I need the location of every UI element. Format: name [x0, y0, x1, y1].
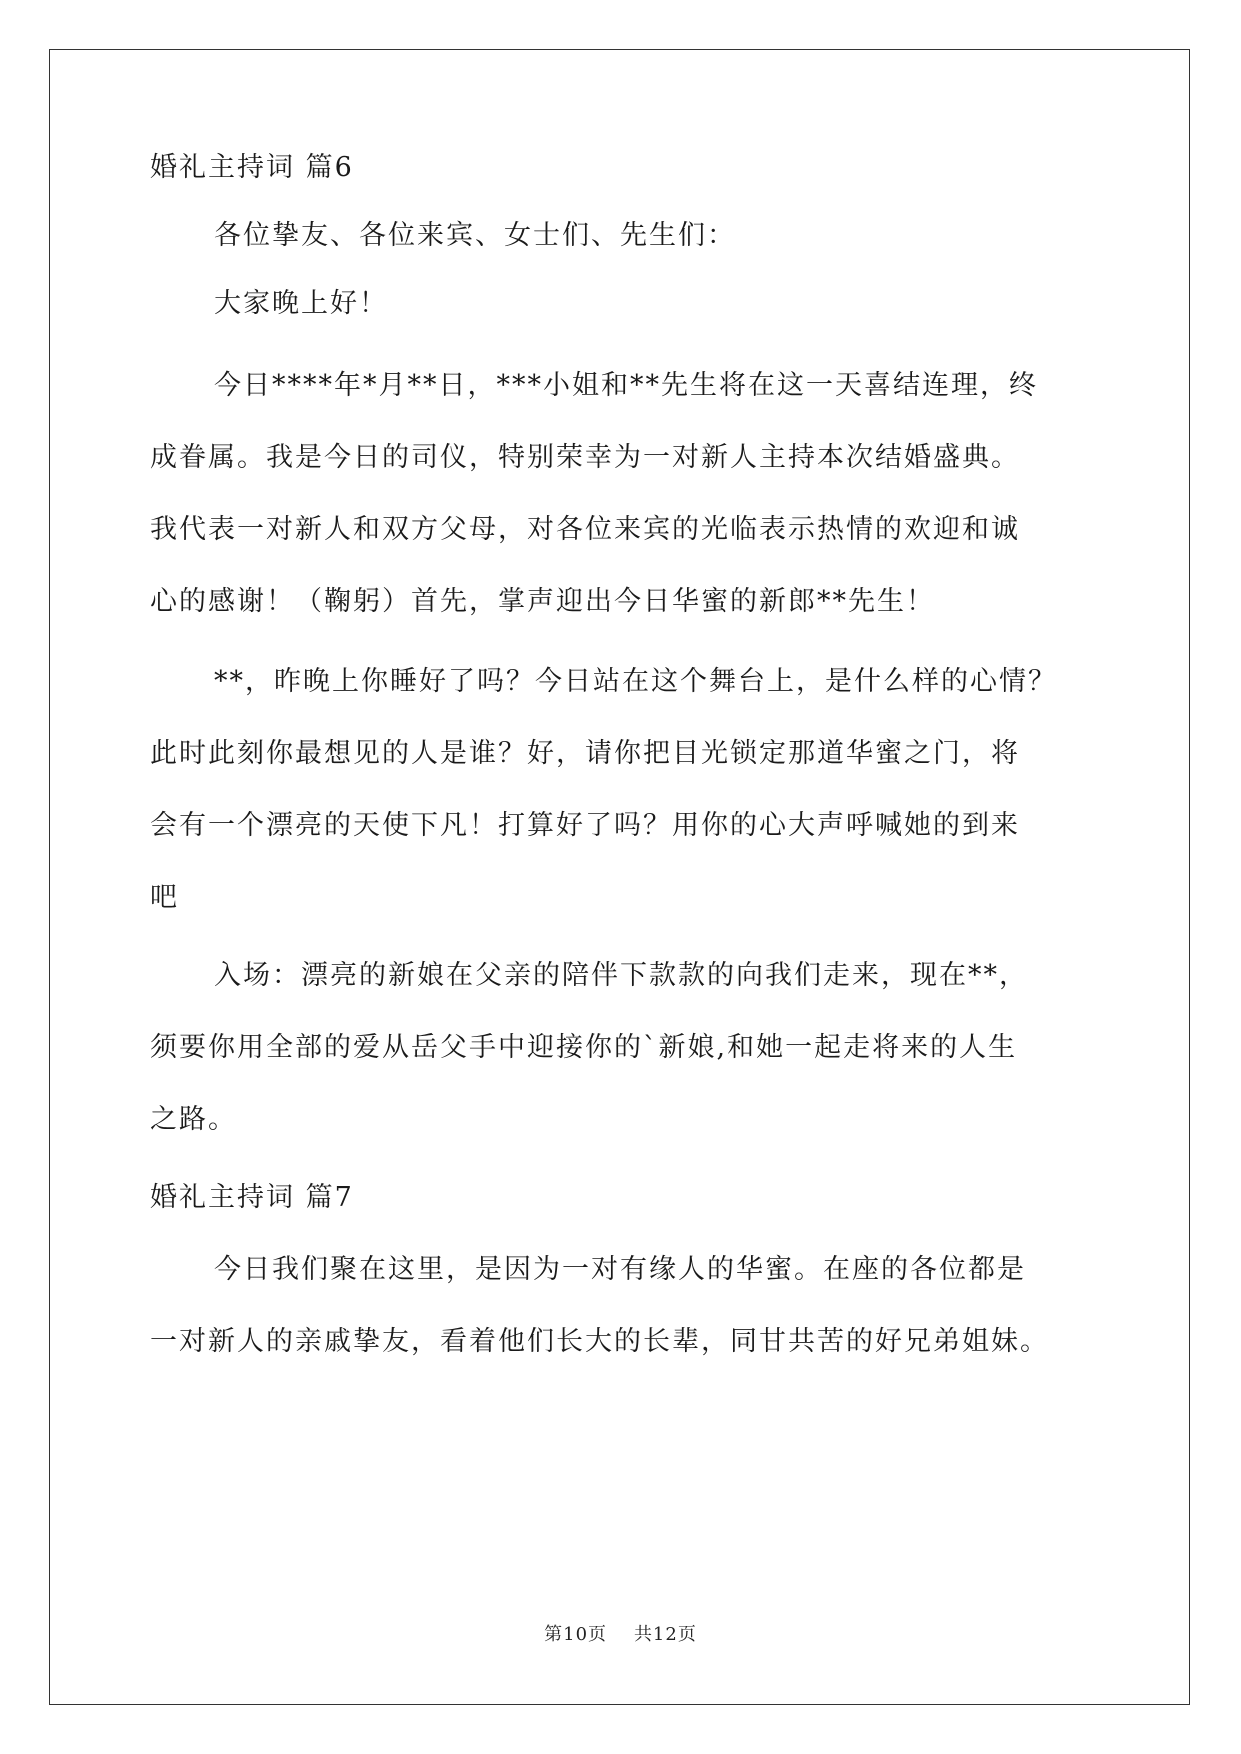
paragraph-line: 成眷属。我是今日的司仪，特别荣幸为一对新人主持本次结婚盛典。 [150, 442, 1020, 473]
page-footer [0, 1620, 1241, 1646]
paragraph-line: 大家晚上好！ [214, 288, 388, 319]
paragraph-line: 今日我们聚在这里，是因为一对有缘人的华蜜。在座的各位都是 [214, 1254, 1026, 1285]
page-number: 第10页 [544, 1624, 608, 1645]
section-heading: 婚礼主持词 篇7 [150, 1182, 354, 1213]
paragraph-line: 各位挚友、各位来宾、女士们、先生们： [214, 220, 736, 251]
section-heading: 婚礼主持词 篇6 [150, 152, 354, 183]
paragraph-line: 我代表一对新人和双方父母，对各位来宾的光临表示热情的欢迎和诚 [150, 514, 1020, 545]
paragraph-line: 会有一个漂亮的天使下凡！打算好了吗？用你的心大声呼喊她的到来 [150, 810, 1020, 841]
paragraph-line: 此时此刻你最想见的人是谁？好，请你把目光锁定那道华蜜之门，将 [150, 738, 1020, 769]
paragraph-line: 须要你用全部的爱从岳父手中迎接你的`新娘,和她一起走将来的人生 [150, 1032, 1018, 1063]
paragraph-line: 一对新人的亲戚挚友，看着他们长大的长辈，同甘共苦的好兄弟姐妹。 [150, 1326, 1049, 1357]
paragraph-line: 之路。 [150, 1104, 237, 1135]
paragraph-line: **，昨晚上你睡好了吗？今日站在这个舞台上，是什么样的心情？ [214, 666, 1057, 697]
paragraph-line: 吧 [150, 882, 179, 913]
paragraph-line: 心的感谢！（鞠躬）首先，掌声迎出今日华蜜的新郎**先生！ [150, 586, 935, 617]
paragraph-line: 今日****年*月**日，***小姐和**先生将在这一天喜结连理，终 [214, 370, 1038, 401]
paragraph-line: 入场：漂亮的新娘在父亲的陪伴下款款的向我们走来，现在**， [214, 960, 1028, 991]
page-total: 共12页 [633, 1624, 697, 1645]
